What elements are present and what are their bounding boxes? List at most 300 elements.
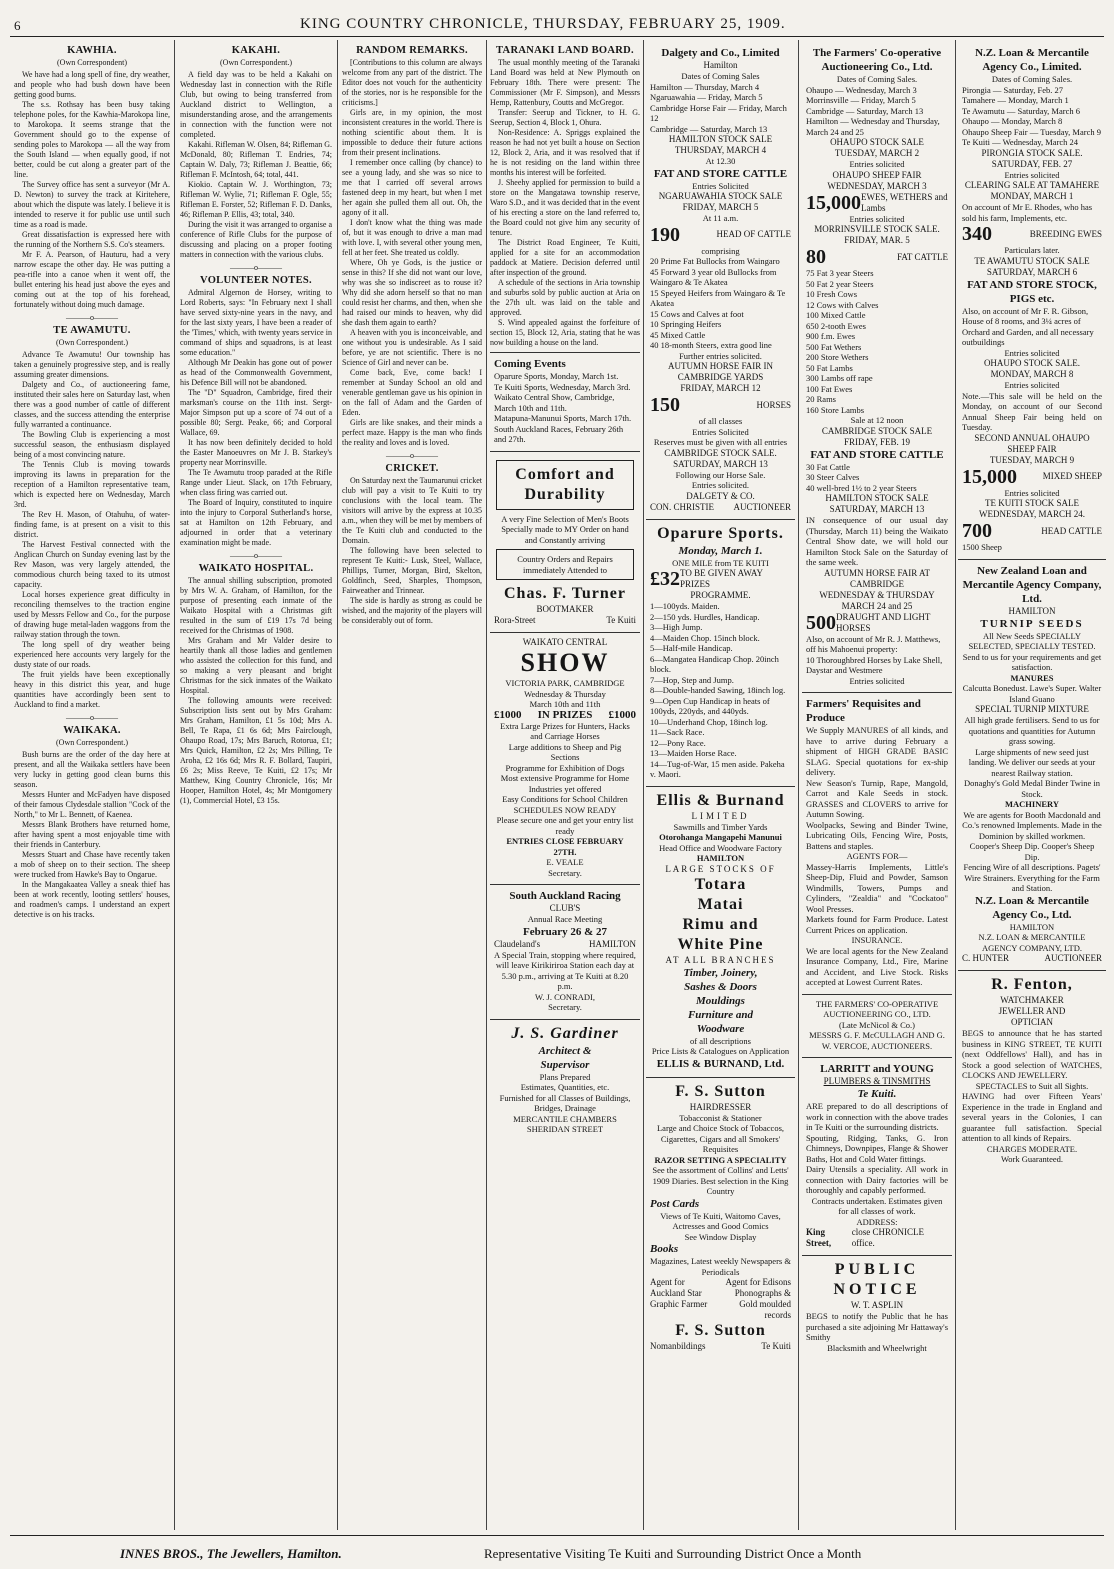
separator: ———o———: [66, 313, 118, 322]
sale-note: Entries solicited: [1004, 380, 1060, 390]
ad-trade: OPTICIAN: [1011, 1017, 1053, 1027]
article-paragraph: Bush burns are the order of the day here at present, and all the Waikaka settlers have been very lucky in getting good clean burns this season.: [14, 750, 170, 789]
ad-line: TURNIP SEEDS: [980, 617, 1084, 630]
sale-heading: MORRINSVILLE STOCK SALE.: [814, 224, 940, 234]
sale-date: SATURDAY, MARCH 13: [673, 458, 768, 469]
column-rule: [337, 40, 338, 1530]
article-taranaki-land-board: [490, 44, 640, 348]
ad-text-box: [496, 549, 634, 580]
prize-row: [650, 568, 791, 590]
sale-note: Entries solicited: [849, 675, 905, 686]
column-rule: [798, 40, 799, 1530]
ad-place-town: HAMILTON: [588, 938, 636, 949]
ad-trade: Architect &: [538, 1044, 592, 1057]
ad-secretary: W. J. CONRADI,: [535, 991, 595, 1002]
sale-note: 1500 Sheep: [962, 542, 1002, 552]
ad-headline: Oparure Sports.: [657, 524, 784, 542]
sale-note: comprising: [701, 245, 740, 256]
ad-line: Fencing Wire of all descriptions. Pagets' Wire Strainers. Everything for the Farm and Station.: [963, 862, 1101, 893]
timber-type: Rimu and: [682, 915, 759, 933]
column-3: [342, 42, 482, 1530]
ad-footer: N.Z. Loan & Mercantile Agency Co., Ltd.: [975, 894, 1089, 921]
sale-heading: OHAUPO SHEEP FAIR: [832, 169, 922, 180]
sale-note: Also, on account of Mr F. R. Gibson, House of 8 rooms, and 3¼ acres of Orchard and Garden, and all necessary outbuildings: [962, 305, 1094, 347]
ad-subheading: ADDRESS:: [856, 1216, 898, 1227]
coming-events: [490, 352, 640, 452]
sale-note: IN consequence of our usual day (Thursday, March 11) being the Waikato Central Show date, we will hold our Hamilton Stock Sale on the Saturday of the same week.: [806, 515, 948, 567]
ad-line: Plans Prepared: [539, 1071, 591, 1082]
ad-nz-loan-mercantile: [958, 42, 1106, 560]
sale-date: FRIDAY, MARCH 5: [682, 202, 759, 212]
sale-lot: 160 Store Lambs: [806, 404, 865, 415]
article-paragraph: In the Mangakaatea Valley a sneak thief has been at work recently, looting settlers' houses, and roadmen's camps. I understand an expert detective is on his tracks.: [14, 880, 170, 919]
article-byline: (Own Correspondent.): [220, 58, 292, 67]
sale-note: Note.—This sale will be held on the Monday, on account of our Second Annual Sheep Fair being held on Tuesday.: [962, 390, 1102, 432]
ad-line: HAMILTON: [696, 853, 745, 863]
ad-turner-bootmaker: [490, 452, 640, 634]
programme-item: 3—High Jump.: [650, 622, 703, 632]
sale-lot: 20 Rams: [806, 394, 836, 404]
sale-count-label: FAT CATTLE: [897, 251, 948, 262]
ad-trade: Tobacconist & Stationer: [679, 1112, 762, 1123]
column-6: [802, 42, 952, 1530]
sale-date: Hamilton — Wednesday and Thursday, March 24 and 25: [806, 116, 940, 137]
ad-headline: South Auckland Racing: [509, 890, 621, 902]
ad-footer: N.Z. LOAN & MERCANTILE AGENCY COMPANY, LTD.: [978, 932, 1086, 953]
sale-date: WEDNESDAY & THURSDAY MARCH 24 and 25: [819, 589, 935, 611]
ad-distance: ONE MILE from TE KUITI: [672, 557, 769, 568]
ad-subheading: MANURES: [1010, 672, 1054, 683]
ad-signature: DALGETY & CO.: [686, 490, 755, 501]
event-item: Waikato Central Show, Cambridge, March 10th and 11th.: [494, 392, 615, 413]
ad-headline-box: [496, 460, 634, 510]
ad-line: New Season's Turnip, Rape, Mangold, Carrot and Kale Seeds in stock. GRASSES and CLOVERS to arrive for Autumn Sowing.: [806, 777, 948, 819]
ad-line: We Supply MANURES of all kinds, and have to arrive during February a shipment of HIGH GRADE BASIC SLAG. Special quotations for ex-ship delivery.: [806, 725, 948, 777]
ad-public-notice: [802, 1256, 952, 1359]
ad-name: Chas. F. Turner: [504, 585, 626, 602]
ad-line: Work Guaranteed.: [1000, 1154, 1064, 1164]
programme-item: 6—Mangatea Handicap Chop. 20inch block.: [650, 653, 779, 674]
ad-line: See the assortment of Collins' and Letts' 1909 Diaries. Best selection in the King Country: [652, 1165, 789, 1196]
article-byline: (Own Correspondent.): [56, 738, 128, 747]
sale-note: Entries Solicited: [692, 180, 749, 191]
sale-heading: PIRONGIA STOCK SALE.: [981, 147, 1083, 158]
sale-count: 150: [650, 394, 680, 416]
sale-lot: 200 Store Wethers: [806, 352, 869, 362]
ad-line: SCHEDULES NOW READY: [513, 804, 617, 815]
sale-date: Pirongia — Saturday, Feb. 27: [962, 84, 1063, 95]
ad-headline: Dalgety and Co., Limited: [661, 47, 780, 59]
ad-line: Books: [650, 1243, 679, 1255]
article-paragraph: The annual shilling subscription, promoted by Mrs W. A. Graham, of Hamilton, for the purpose of presenting each inmate of the Waikato Hospital with a Christmas gift resulted in the sum of £19 17s 7d being received for the Christmas of 1908.: [180, 576, 332, 635]
sale-count: 340: [962, 223, 992, 245]
ad-headline: Comfort and: [515, 465, 615, 483]
agent-right: Agent for Edisons Phonographs & Gold moulded records: [725, 1277, 791, 1320]
ad-line: Calcutta Bonedust. Lawe's Super. Walter Island Guano: [962, 683, 1102, 704]
ad-trade: JEWELLER AND: [998, 1006, 1066, 1016]
sale-date: Ohaupo Sheep Fair — Tuesday, March 9: [962, 126, 1101, 137]
footer-right: Representative Visiting Te Kuiti and Surrounding District Once a Month: [484, 1546, 862, 1561]
article-paragraph: Transfer: Seerup and Tickner, to H. G. Seerup, Section 4, Block 1, Ohura.: [490, 108, 640, 127]
prize-label: TO BE GIVEN AWAY PRIZES: [680, 568, 763, 589]
ad-subheading: MACHINERY: [1004, 799, 1059, 809]
sale-note: Entries solicited: [849, 213, 905, 224]
ad-headline: The Farmers' Co-operative Auctioneering Co., Ltd.: [812, 47, 942, 73]
sale-note: Entries solicited: [1004, 169, 1060, 180]
programme-item: 14—Tug-of-War, 15 men aside. Pakeha v. Maori.: [650, 758, 785, 779]
sale-count-label: HEAD OF CATTLE: [716, 229, 791, 239]
sale-lot: 900 f.m. Ewes: [806, 331, 856, 341]
article-paragraph: Although Mr Deakin has gone out of power as head of the Commonwealth Government, his Defence Bill will not be abandoned.: [180, 358, 332, 387]
ad-line: Views of Te Kuiti, Waitomo Caves, Actresses and Good Comics: [660, 1210, 781, 1231]
ad-auctioneer: [962, 953, 1102, 964]
ad-footer: HAMILTON: [1009, 921, 1055, 932]
ad-line: Furnished for all Classes of Buildings, Bridges, Drainage: [499, 1092, 631, 1113]
sale-lot: FAT AND STORE CATTLE: [653, 167, 788, 180]
sale-note: Entries Solicited: [692, 426, 749, 437]
ad-address: [494, 615, 636, 626]
article-paragraph: Messrs Blank Brothers have returned home, after having spent a most enjoyable time with their friends in Canterbury.: [14, 820, 170, 849]
sale-count-label: HEAD CATTLE: [1041, 525, 1102, 536]
ad-line: Contracts undertaken. Estimates given for all classes of work.: [811, 1195, 943, 1216]
ad-line: CHARGES MODERATE.: [986, 1143, 1078, 1154]
prize-amount: £1000: [494, 708, 522, 721]
article-paragraph: During the visit it was arranged to organise a conference of Rifle Clubs for the purpose of discussing and placing on a proper footing matters in connection with the various clubs.: [180, 220, 332, 259]
ad-trade: Supervisor: [540, 1058, 590, 1071]
ad-line: Sawmills and Timber Yards: [673, 821, 768, 832]
coming-events-heading: Coming Events: [494, 358, 566, 370]
sale-date: Hamilton — Thursday, March 4: [650, 81, 760, 92]
column-1: [14, 42, 170, 1530]
prize-label: IN PRIZES: [537, 708, 593, 721]
event-item: Matapuna-Manunui Sports, March 17th.: [494, 413, 632, 423]
article-paragraph: A field day was to be held a Kakahi on Wednesday last in connection with the Rifle Club, but owing to being transferred from Auckland district to Wellington, a misunderstanding arose, and the arrangements in connection with the function were not completed.: [180, 70, 332, 139]
prize-amount: £1000: [608, 708, 636, 721]
article-paragraph: The usual monthly meeting of the Taranaki Land Board was held at New Plymouth on February 18th. There were present: The Commissioner (Mr F. Simpson), and Messrs Hemp, Rattenbury, Coutts and McGregor.: [490, 58, 640, 107]
sale-count-row: [650, 394, 791, 416]
article-paragraph: Come back, Eve, come back! I remember at Sunday School an old and venerable gentleman gave us his opinion in on the fall of Adam and the Garden of Eden.: [342, 368, 482, 417]
ad-address: MERCANTILE CHAMBERS SHERIDAN STREET: [513, 1113, 617, 1134]
footer-left: INNES BROS., The Jewellers, Hamilton.: [120, 1546, 342, 1561]
sale-heading: CAMBRIDGE STOCK SALE: [821, 425, 933, 436]
sale-note: Reserves must be given with all entries: [653, 437, 788, 447]
article-paragraph: Messrs Hunter and McFadyen have disposed of their famous Clydesdale stallion "Cock of the North," to Mr L. Bennett, of Kaenea.: [14, 790, 170, 819]
sale-lot: 50 Fat 2 year Steers: [806, 278, 874, 289]
column-rule: [955, 40, 956, 1530]
timber-type: Totara: [694, 875, 747, 893]
article-paragraph: I don't know what the thing was made of, but it was enough to drive a man mad with love. I, with several other young men, fell at her feet. She treated us coldly.: [342, 218, 482, 257]
ad-line: of all descriptions: [690, 1035, 751, 1046]
ad-headline: Durability: [524, 485, 606, 503]
separator: ———o———: [230, 263, 282, 272]
ad-nz-loan-agency: [958, 560, 1106, 972]
sale-note: Entries solicited: [1004, 347, 1060, 358]
programme-item: 12—Pony Race.: [650, 737, 706, 748]
sale-heading: TE KUITI STOCK SALE: [984, 498, 1080, 508]
programme-item: 11—Sack Race.: [650, 727, 705, 737]
article-paragraph: S. Wind appealed against the forfeiture of section 15, Block 12, Aria, stating that he was now building a house on the land.: [490, 318, 640, 347]
ad-line: Programme for Exhibition of Dogs: [505, 762, 625, 773]
column-2: [180, 42, 332, 1530]
ad-name: LARRITT and YOUNG: [820, 1063, 934, 1075]
ad-line: Massey-Harris Implements, Little's Sheep-Dip, Fluid and Powder, Samson Windmills, Towers, Pumps and Cylinders, "Zealdia" and "Cockatoo" Wool Presses.: [806, 861, 948, 914]
article-paragraph: Dalgety and Co., of auctioneering fame, instituted their sales here on Saturday last, when there was a good number of cattle of different classes, and the success attending the enterprise fully warranted a continuance.: [14, 380, 170, 429]
ad-address-street: Rora-Street: [494, 615, 536, 625]
article-paragraph: Mr F. A. Pearson, of Hauturu, had a very narrow escape the other day. He was putting a pea-rifle into a canoe when it went off, the bullet entering his head just above the eyes and coming out at the top of his forehead, fortunately without doing much damage.: [14, 250, 170, 309]
ad-line: THE FARMERS' CO-OPERATIVE AUCTIONEERING CO., LTD.: [815, 998, 939, 1019]
separator: ———o———: [230, 551, 282, 560]
sale-date: Ohaupo — Monday, March 8: [962, 116, 1063, 126]
column-5: [646, 42, 795, 1530]
ad-subheading: Dates of Coming Sales.: [991, 74, 1073, 84]
article-paragraph: The following have been selected to represent Te Kuiti:- Lusk, Steel, Wallace, Phillips, Turner, Morgan, Bird, Skelton, Goldfinch, Seed, Sharples, Thompson, Fairweather and Trinnear.: [342, 546, 482, 595]
ad-date: Monday, March 1.: [678, 544, 763, 557]
ad-footer: F. S. Sutton: [675, 1322, 766, 1339]
sale-lot: FAT AND STORE STOCK, PIGS etc.: [967, 278, 1097, 305]
article-cricket: [342, 462, 482, 626]
column-4: [490, 42, 640, 1530]
article-heading: TARANAKI LAND BOARD.: [496, 45, 634, 56]
sale-note: Entries solicited: [849, 159, 905, 169]
ad-line: AT ALL BRANCHES: [665, 954, 776, 965]
sale-heading: CLEARING SALE AT TAMAHERE: [964, 180, 1100, 190]
auctioneer-name: C. HUNTER: [962, 953, 1009, 963]
article-kawhia: [14, 44, 170, 310]
sale-heading: TE AWAMUTU STOCK SALE: [974, 255, 1090, 266]
sale-count: 190: [650, 223, 680, 246]
sale-lot: 10 Springing Heifers: [650, 319, 722, 329]
article-paragraph: Where, Oh ye Gods, is the justice or sense in this? If she did not want our love, why was she so indiscreet as to rouse it? Why did she adorn herself so that no man could resist her charms, and then, when she had raised our minds to heaven, why did she dash them again to earth?: [342, 258, 482, 327]
article-paragraph: Kiokio. Captain W. J. Worthington, 73; Rifleman W. Wylie, 71; Rifleman F. Ogle, 55; Rifleman E. Forster, 52; Rifleman F. D. Danks, 46; Rifleman P. Ellis, 43; total, 340.: [180, 180, 332, 219]
ad-south-auckland-racing: [490, 885, 640, 1020]
ad-line: All high grade fertilisers. Send to us for quotations and quantities for Autumn grass sowing.: [964, 715, 1100, 746]
ad-line: BEGS to announce that he has started business in KING STREET, TE KUITI (next Oddfellows' Hall), and has in Stock a good selection of WATCHES, CLOCKS AND JEWELLERY.: [962, 1028, 1102, 1080]
sale-date: Cambridge — Saturday, March 13: [806, 105, 924, 116]
ad-farmers-requisites: [802, 693, 952, 995]
article-paragraph: I remember once calling (by chance) to see a young lady, and she was so nice to me that I carried off several arrows fastened deep in my heart, but when I met her again she pulled them all out. Oh, the agony of it all.: [342, 158, 482, 217]
ad-text: A Special Train, stopping where required, will leave Kirikiriroa Station each day at 5.30 p.m., arriving at Te Kuiti at 8.20 p.m.: [494, 949, 636, 991]
sale-date: SATURDAY, FEB. 27: [991, 158, 1073, 169]
ad-line: SPECIAL TURNIP MIXTURE: [975, 704, 1089, 714]
ad-subheading: AGENTS FOR—: [846, 851, 908, 861]
sale-heading: OHAUPO STOCK SALE.: [983, 358, 1081, 368]
ad-place: Te Kuiti.: [857, 1088, 897, 1100]
sale-lot: 75 Fat 3 year Steers: [806, 268, 874, 278]
ad-trade: WATCHMAKER: [1000, 995, 1064, 1005]
article-paragraph: The Board of Inquiry, constituted to inquire into the injury to Corporal Sutherland's horse, sat at Hamilton on 12th February, and adjourned in order that a veterinary examination might be made.: [180, 498, 332, 547]
ad-auctioneer: [650, 502, 791, 513]
ad-line: BEGS to notify the Public that he has purchased a site adjoining Mr Hattaway's Smithy: [806, 1311, 948, 1342]
article-paragraph: The Harvest Festival connected with the Anglican Church on Sunday evening last by the Rev Mason, was very largely attended, the commodious church being taxed to its utmost capacity.: [14, 540, 170, 589]
sale-count: 500: [806, 611, 836, 634]
programme-item: 5—Half-mile Handicap.: [650, 643, 733, 653]
sale-heading: AUTUMN HORSE FAIR AT CAMBRIDGE: [823, 567, 931, 589]
article-paragraph: Girls are, in my opinion, the most inconsistent creatures in the world. There is nothing scientific about them. It is impossible to deduce their future actions from their present inclinations.: [342, 108, 482, 157]
programme-item: 2—150 yds. Hurdles, Handicap.: [650, 611, 760, 622]
article-paragraph: Admiral Algernon de Horsey, writing to Lord Roberts, says: "In February next I shall have served sixty-nine years in the navy, and for the last sixty years, I have been a reader of the 'Times,' which, with twenty years service in command of ships and squadrons, is at least some education.": [180, 288, 332, 357]
ad-line: We are agents for Booth Macdonald and Co.'s renowned Implements. Made in the Dominion by skilled workmen.: [962, 809, 1102, 841]
sale-lot: 40 well-bred 1½ to 2 year Steers: [806, 482, 917, 493]
ad-address-note: close CHRONICLE office.: [851, 1227, 924, 1248]
sale-date: Te Kuiti — Wednesday, March 24: [962, 137, 1079, 147]
ad-line: We are local agents for the New Zealand Insurance Company, Ltd., Fire, Marine and Accident, and Live Stock. Risks accepted at Lowest Current Rates.: [806, 945, 948, 987]
ad-line: Sashes & Doors: [684, 980, 757, 993]
agent-left: Agent for Auckland Star Graphic Farmer: [650, 1277, 708, 1309]
ad-place-venue: Claudeland's: [494, 938, 541, 949]
sale-count-label: MIXED SHEEP: [1042, 471, 1102, 481]
ad-secretary-title: Secretary.: [548, 1002, 582, 1012]
ad-headline: HAMILTON: [1008, 605, 1056, 616]
ad-subheading: INSURANCE.: [851, 935, 903, 945]
ad-secretary: E. VEALE: [546, 857, 584, 867]
ad-line: Price Lists & Catalogues on Application: [651, 1046, 790, 1056]
ad-larritt-young: [802, 1058, 952, 1256]
article-paragraph: On Saturday next the Taumarunui cricket club will pay a visit to Te Kuiti to try conclusions with the local team. The visitors will arrive by the express at 10.35 a.m., when they will be met by members of the Te Kuiti club and conducted to the Domain.: [342, 476, 482, 545]
sale-count-row: [806, 246, 948, 268]
sale-heading: OHAUPO STOCK SALE: [830, 137, 924, 147]
ad-line: HAVING had over Fifteen Years' Experience in the trade in England and several years in the Colonies, I can guarantee full satisfaction. Special attention to all kinds of Repairs.: [962, 1091, 1102, 1143]
sale-lot: 40 18-month Steers, extra good line: [650, 340, 772, 350]
sale-note: Entries solicited: [1004, 487, 1060, 498]
sale-lot: 100 Mixed Cattle: [806, 310, 866, 320]
timber-type: Matai: [697, 895, 744, 913]
sale-lot: 500 Fat Wethers: [806, 341, 862, 352]
ad-line: Mouldings: [696, 994, 745, 1007]
ad-meeting: Annual Race Meeting: [527, 914, 603, 924]
sale-count-row: [806, 192, 948, 214]
separator: ———o———: [66, 713, 118, 722]
sale-date: Te Awamutu — Saturday, March 6: [962, 105, 1080, 116]
ad-line: Timber, Joinery,: [683, 966, 758, 979]
sale-time: At 12.30: [705, 156, 736, 166]
column-rule: [643, 40, 644, 1530]
ad-trade: PLUMBERS & TINSMITHS: [823, 1076, 931, 1086]
sale-date: Cambridge — Saturday, March 13: [650, 123, 768, 134]
sale-date: Cambridge Horse Fair — Friday, March 12: [650, 102, 787, 123]
event-item: Oparure Sports, Monday, March 1st.: [494, 371, 619, 381]
article-byline: (Own Correspondent): [57, 58, 127, 67]
article-waikaka: [14, 724, 170, 920]
article-paragraph: The Survey office has sent a surveyor (Mr A. D. Newton) to survey the track at Kiritehere, about which the dispute was lately. I believe it is intended to reserve it for public use until such time as a road is made.: [14, 180, 170, 229]
column-7: [958, 42, 1106, 1530]
sale-note: Entries solicited.: [691, 480, 750, 490]
sale-count: 15,000: [806, 191, 861, 214]
ad-line: (Late McNicol & Co.): [838, 1019, 915, 1030]
ad-name: W. T. ASPLIN: [850, 1300, 904, 1310]
ad-prizes: [494, 710, 636, 721]
ad-line: Markets found for Farm Produce. Latest Current Prices on application.: [806, 914, 948, 935]
ad-line: Large shipments of new seed just landing. We deliver our seeds at your nearest Railway station.: [968, 746, 1096, 778]
article-paragraph: J. Sheehy applied for permission to build a store on the Mangatawa township reserve, Waro S.D., and it was decided that in the event of his erecting a store on the land referred to, the Board could not give him any security of tenure.: [490, 178, 640, 237]
ad-footer: ELLIS & BURNAND, Ltd.: [656, 1057, 785, 1070]
ad-trade: Blacksmith and Wheelwright: [827, 1342, 927, 1353]
separator: ———o———: [386, 451, 438, 460]
ad-trade: HAIRDRESSER: [689, 1101, 752, 1112]
ad-text: A very Fine Selection of Men's Boots Specially made to MY Order on hand and Constantly arriving: [501, 513, 629, 545]
article-paragraph: The District Road Engineer, Te Kuiti, applied for a site for an accommodation paddock at Matiere. Decision deferred until after inspection of the ground.: [490, 238, 640, 277]
ad-headline: WAIKATO CENTRAL: [522, 637, 608, 647]
ad-address-town: Te Kuiti: [761, 1341, 791, 1351]
article-heading: KAWHIA.: [67, 45, 117, 56]
article-heading: VOLUNTEER NOTES.: [200, 275, 312, 286]
timber-type: White Pine: [677, 935, 764, 953]
ad-dalgety: [646, 42, 795, 520]
sale-lot: 30 Steer Calves: [806, 472, 860, 482]
sale-lot: 15 Cows and Calves at foot: [650, 308, 744, 319]
sale-date: WEDNESDAY, MARCH 24.: [978, 509, 1085, 519]
sale-date: SATURDAY, MARCH 13: [829, 504, 925, 514]
ad-headline: New Zealand Loan and Mercantile Agency Company, Ltd.: [962, 564, 1102, 605]
ad-line: See Window Display: [684, 1231, 757, 1242]
article-paragraph: The Rev H. Mason, of Otahuhu, of water-finding fame, is at present on a visit to this district.: [14, 510, 170, 539]
ad-line: SPECTACLES to Suit all Sights.: [975, 1080, 1089, 1091]
article-paragraph: The Tennis Club is moving towards improving its lawns in preparation for the reception of a Hamilton representative team, which is expected here on Wednesday, March 3rd.: [14, 460, 170, 509]
sale-note: Sale at 12 noon: [850, 415, 904, 425]
article-paragraph: The long spell of dry weather being experienced here accounts very largely for the dusty state of our roads.: [14, 640, 170, 669]
article-heading: WAIKATO HOSPITAL.: [198, 563, 314, 574]
sale-date: TUESDAY, MARCH 9: [989, 454, 1075, 465]
article-waikato-hospital: [180, 562, 332, 806]
ad-headline: Ellis & Burnand: [656, 791, 785, 809]
ad-line: Spouting, Ridging, Tanks, G. Iron Chimneys, Downpipes, Flange & Shower Baths, Hot and Cold Water fittings.: [806, 1132, 948, 1164]
sale-date: FRIDAY, MARCH 12: [680, 383, 761, 393]
ad-address-building: Nomanbildings: [650, 1341, 706, 1351]
ad-headline: Farmers' Requisites and Produce: [806, 698, 921, 724]
programme-item: 13—Maiden Horse Race.: [650, 748, 737, 758]
ad-line: Furniture and: [687, 1008, 754, 1021]
sale-heading: CAMBRIDGE STOCK SALE.: [664, 447, 777, 458]
ad-line: Woolpacks, Sewing and Binder Twine, Lubricating Oils, Fencing Wire, Posts, Battens and staples.: [806, 819, 948, 851]
article-paragraph: It has now been definitely decided to hold the Easter Manoeuvres on Mr J. B. Starkey's property near Morrinsville.: [180, 438, 332, 467]
ad-sutton: [646, 1078, 795, 1359]
ad-trade: BOOTMAKER: [536, 604, 594, 614]
ad-farmers-footer: [802, 995, 952, 1059]
sale-date: Ohaupo — Wednesday, March 3: [806, 84, 917, 95]
sale-count-row: [962, 466, 1102, 488]
column-rule: [486, 40, 487, 1530]
article-paragraph: The side is hardly as strong as could be wished, and the majority of the players will be considerably out of form.: [342, 596, 482, 625]
sale-date: MONDAY, MARCH 1: [990, 191, 1074, 201]
sale-lot: FAT AND STORE CATTLE: [810, 448, 944, 461]
article-heading: WAIKAKA.: [63, 725, 121, 736]
column-rule: [174, 40, 175, 1530]
article-paragraph: A heaven with you is inconceivable, and one without you is undesirable. As I said before, ye are not scientific. There is no Science of Girl and never can be.: [342, 328, 482, 367]
sale-lot: 45 Forward 3 year old Bullocks from Waingaro & Te Akatea: [650, 266, 777, 287]
ad-agents: [650, 1277, 791, 1321]
article-random-remarks: [342, 44, 482, 448]
programme-item: 9—Open Cup Handicap in heats of 100yds, 220yds, and 440yds.: [650, 695, 770, 716]
sale-count-label: BREEDING EWES: [1029, 228, 1102, 239]
article-paragraph: A schedule of the sections in Aria township and suburbs sold by public auction at Aria on the 27th ult. was laid on the table and approved.: [490, 278, 640, 317]
sale-note: Particulars later.: [1004, 245, 1060, 255]
sale-count-row: [962, 223, 1102, 245]
ad-name: F. S. Sutton: [675, 1082, 766, 1100]
ad-line: Magazines, Latest weekly Newspapers & Periodicals: [650, 1256, 791, 1277]
sale-lot: 50 Fat Lambs: [806, 362, 853, 373]
ad-entries: ENTRIES CLOSE FEBRUARY 27TH.: [506, 836, 624, 857]
article-paragraph: The fruit yields have been exceptionally heavy in this district this year, and huge quantities have accordingly been sent to Auckland to find a market.: [14, 670, 170, 709]
ad-name: R. Fenton,: [991, 976, 1073, 993]
article-paragraph: The following amounts were received: Subscription lists sent out by Mrs Graham: Mrs Graham, Hamilton, £1 5s 10d; Mrs A. Bell, Te Rapa, £1 6s 6d; Mrs Fairclough, Ohaupo Road, 17s; Mrs Baruch, Rotorua, £1; Mrs Quick, Hamilton, £2 2s; Mrs Pilling, Te Aroha, £2 16s 6d; Mrs R. F. Bollard, Taupiri, £6 2s; Miss Reeve, Te Kuiti, £2 17s; Mr Matthew, King Country Chronicle, 16s; Mr Hooper, Hamilton Hotel, 4s; Mr Montgomery (1), Commercial Hotel, £3 15s.: [180, 696, 332, 805]
sale-heading: SECOND ANNUAL OHAUPO SHEEP FAIR: [974, 432, 1090, 454]
ad-dates: Wednesday & Thursday: [524, 688, 606, 699]
sale-lot: 300 Lambs off rape: [806, 373, 873, 383]
sale-note: Also, on account of Mr R. J. Matthews, off his Mahoenui property:: [806, 633, 941, 654]
ad-secretary-title: Secretary.: [548, 867, 582, 878]
ad-line: Woodware: [696, 1022, 745, 1035]
prize-amount: £32: [650, 568, 680, 590]
programme-heading: PROGRAMME.: [690, 590, 751, 600]
